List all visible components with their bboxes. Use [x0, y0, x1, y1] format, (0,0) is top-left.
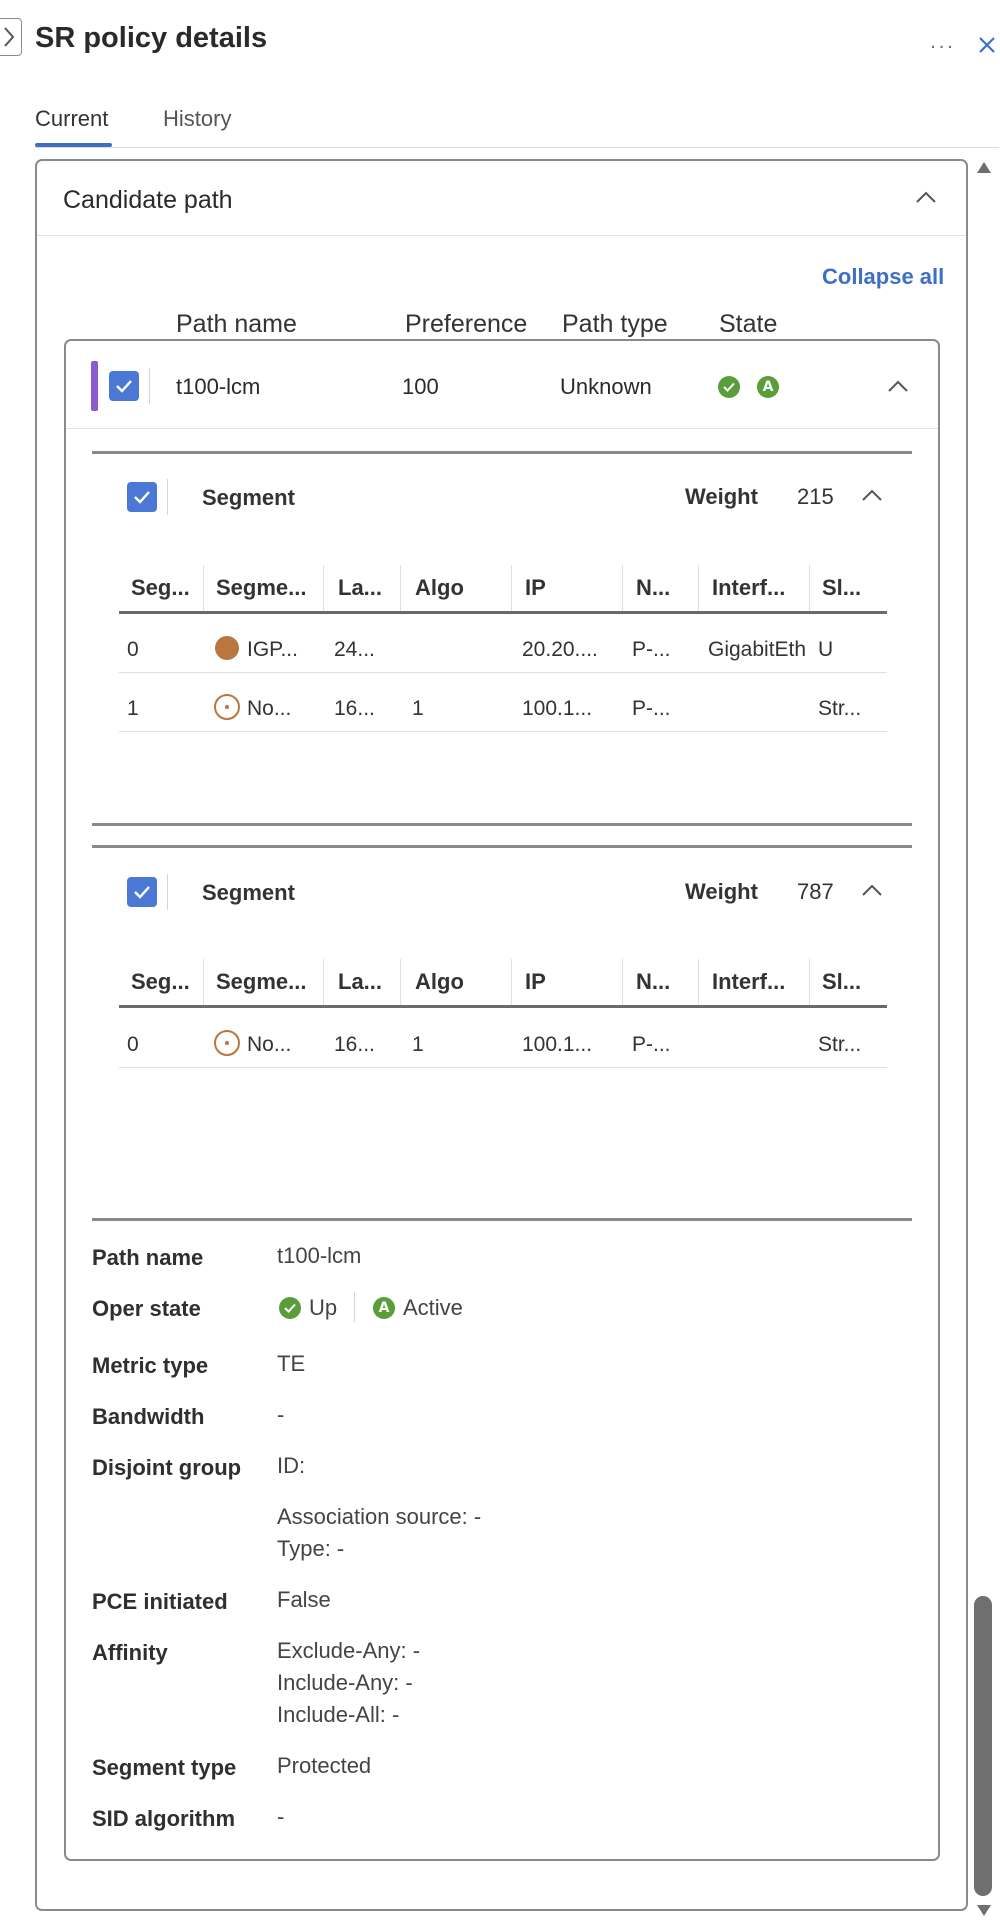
segment-weight-value: 215: [797, 484, 834, 509]
scroll-up-arrow-icon[interactable]: [976, 160, 992, 174]
row-separator: [354, 1292, 355, 1322]
scrollbar-thumb[interactable]: [974, 1596, 992, 1896]
segment-weight-label: Weight: [685, 484, 758, 509]
column-header-node[interactable]: N...: [636, 969, 671, 994]
row-separator: [167, 874, 168, 910]
table-cell-sl: Str...: [818, 697, 862, 720]
more-options-button[interactable]: [926, 30, 960, 54]
path-checkbox[interactable]: [109, 371, 139, 401]
table-cell-ip: 20.20....: [522, 638, 598, 661]
column-separator: [400, 565, 401, 611]
column-header-algo[interactable]: Algo: [415, 969, 464, 994]
tab-current[interactable]: Current: [35, 106, 109, 131]
column-separator: [809, 959, 810, 1005]
path-type: Unknown: [560, 374, 652, 399]
table-cell-algo: 1: [412, 697, 424, 720]
segment-section-divider: [92, 1218, 912, 1221]
table-cell-label: 24...: [334, 638, 375, 661]
column-header-ip[interactable]: IP: [525, 575, 546, 600]
detail-value-exclude-any: Exclude-Any: -: [277, 1638, 421, 1663]
chevron-up-icon[interactable]: [858, 877, 886, 905]
column-header-algo[interactable]: Algo: [415, 575, 464, 600]
column-header-path-name: Path name: [176, 310, 297, 338]
column-separator: [622, 565, 623, 611]
chevron-up-icon[interactable]: [858, 482, 886, 510]
table-cell-node: P-...: [632, 697, 671, 720]
chevron-up-icon[interactable]: [884, 373, 912, 401]
node-segment-icon: [214, 1030, 240, 1056]
column-header-state: State: [719, 310, 778, 338]
detail-value-segment-type: Protected: [277, 1753, 372, 1778]
column-header-label[interactable]: La...: [338, 575, 383, 600]
card-title: Candidate path: [63, 186, 233, 214]
active-badge-icon: A: [757, 376, 779, 398]
close-icon: [978, 36, 996, 54]
table-cell-ip: 100.1...: [522, 697, 593, 720]
detail-value-oper-state-active: Active: [403, 1295, 463, 1320]
column-separator: [203, 959, 204, 1005]
checkmark-icon: [115, 379, 133, 393]
column-header-label[interactable]: La...: [338, 969, 383, 994]
column-separator: [323, 959, 324, 1005]
detail-value-disjoint-id: ID:: [277, 1453, 306, 1478]
column-separator: [511, 565, 512, 611]
chevron-up-icon[interactable]: [912, 184, 940, 212]
column-separator: [622, 959, 623, 1005]
column-header-preference: Preference: [405, 310, 528, 338]
detail-value-oper-state-up: Up: [309, 1295, 338, 1320]
table-cell-algo: 1: [412, 1033, 424, 1056]
detail-value-include-any: Include-Any: -: [277, 1670, 413, 1695]
active-badge-icon: A: [373, 1297, 395, 1319]
page-title: SR policy details: [35, 22, 268, 54]
detail-label-bandwidth: Bandwidth: [92, 1404, 205, 1429]
detail-value-bandwidth: -: [277, 1402, 285, 1427]
table-row-divider: [119, 672, 887, 673]
row-separator: [167, 479, 168, 515]
table-header-line: [119, 1005, 887, 1008]
table-cell-sl: Str...: [818, 1033, 862, 1056]
tab-history[interactable]: History: [163, 106, 232, 131]
column-header-sl[interactable]: Sl...: [822, 575, 862, 600]
column-separator: [698, 565, 699, 611]
segment-label: Segment: [202, 485, 295, 510]
segment-checkbox[interactable]: [127, 877, 157, 907]
column-header-sl[interactable]: Sl...: [822, 969, 862, 994]
segment-section-divider: [92, 823, 912, 826]
table-cell-node: P-...: [632, 1033, 671, 1056]
detail-value-metric-type: TE: [277, 1351, 306, 1376]
table-cell-node: P-...: [632, 638, 671, 661]
table-row-divider: [119, 1067, 887, 1068]
detail-label-path-name: Path name: [92, 1245, 204, 1270]
table-cell-seg: 0: [127, 638, 139, 661]
chevron-right-icon: [3, 26, 15, 48]
column-header-segment-type[interactable]: Segme...: [216, 575, 307, 600]
table-cell-type: IGP...: [247, 638, 298, 661]
scroll-down-arrow-icon[interactable]: [976, 1904, 992, 1918]
detail-value-sid-algorithm: -: [277, 1804, 285, 1829]
table-cell-interface: GigabitEth: [708, 638, 807, 661]
collapse-all-link[interactable]: Collapse all: [822, 264, 945, 289]
column-separator: [809, 565, 810, 611]
column-header-segment-index[interactable]: Seg...: [131, 969, 190, 994]
detail-value-pce-initiated: False: [277, 1587, 331, 1612]
detail-label-sid-algorithm: SID algorithm: [92, 1806, 236, 1831]
more-icon: ...: [930, 30, 956, 53]
detail-value-association-source: Association source: -: [277, 1504, 482, 1529]
detail-label-disjoint-group: Disjoint group: [92, 1455, 242, 1480]
column-separator: [698, 959, 699, 1005]
checkmark-icon: [133, 490, 151, 504]
tabs-divider: [35, 147, 999, 148]
column-header-segment-index[interactable]: Seg...: [131, 575, 190, 600]
table-header-line: [119, 611, 887, 614]
expand-panel-button[interactable]: [0, 18, 22, 56]
detail-label-pce-initiated: PCE initiated: [92, 1589, 228, 1614]
table-cell-ip: 100.1...: [522, 1033, 593, 1056]
checkmark-icon: [133, 885, 151, 899]
path-divider: [66, 428, 938, 429]
segment-weight-label: Weight: [685, 879, 758, 904]
column-header-path-type: Path type: [562, 310, 668, 338]
segment-section-divider: [92, 845, 912, 848]
table-cell-type: No...: [247, 1033, 292, 1056]
segment-label: Segment: [202, 880, 295, 905]
table-row-divider: [119, 731, 887, 732]
column-header-segment-type[interactable]: Segme...: [216, 969, 307, 994]
table-cell-label: 16...: [334, 1033, 375, 1056]
column-header-interface[interactable]: Interf...: [712, 575, 786, 600]
check-icon: [718, 376, 740, 398]
column-header-interface[interactable]: Interf...: [712, 969, 786, 994]
igp-segment-icon: [215, 636, 239, 660]
detail-value-include-all: Include-All: -: [277, 1702, 400, 1727]
table-cell-sl: U: [818, 638, 834, 661]
segment-checkbox[interactable]: [127, 482, 157, 512]
column-header-ip[interactable]: IP: [525, 969, 546, 994]
segment-weight-value: 787: [797, 879, 834, 904]
detail-label-oper-state: Oper state: [92, 1296, 201, 1321]
path-color-indicator: [91, 361, 98, 411]
row-separator: [149, 368, 150, 404]
detail-value-disjoint-type: Type: -: [277, 1536, 345, 1561]
column-separator: [203, 565, 204, 611]
segment-section-divider: [92, 451, 912, 454]
table-cell-type: No...: [247, 697, 292, 720]
card-divider: [37, 235, 966, 236]
table-cell-seg: 0: [127, 1033, 139, 1056]
path-name: t100-lcm: [176, 374, 261, 399]
table-cell-label: 16...: [334, 697, 375, 720]
path-preference: 100: [402, 374, 439, 399]
column-separator: [323, 565, 324, 611]
column-separator: [400, 959, 401, 1005]
table-cell-seg: 1: [127, 697, 139, 720]
column-header-node[interactable]: N...: [636, 575, 671, 600]
close-button[interactable]: [972, 30, 1000, 60]
detail-label-affinity: Affinity: [92, 1640, 168, 1665]
node-segment-icon: [214, 694, 240, 720]
detail-label-metric-type: Metric type: [92, 1353, 209, 1378]
column-separator: [511, 959, 512, 1005]
detail-label-segment-type: Segment type: [92, 1755, 237, 1780]
detail-value-path-name: t100-lcm: [277, 1243, 362, 1268]
up-status-icon: [279, 1297, 301, 1319]
